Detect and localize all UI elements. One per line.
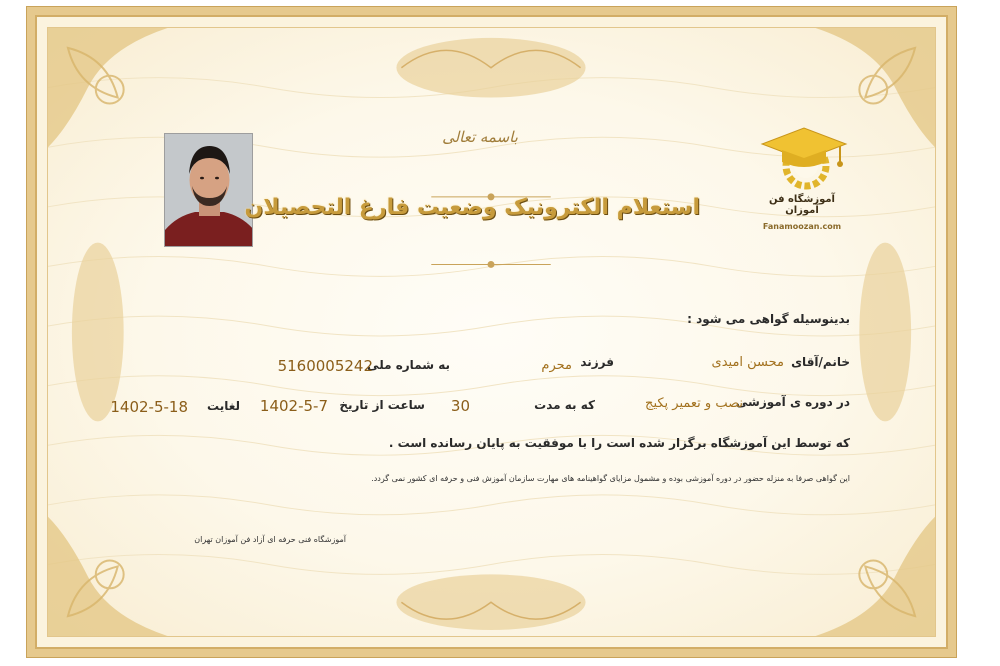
disclaimer-text: این گواهی صرفا به منزله حضور در دوره آموزشی بوده و مشمول مزایای گواهینامه های مهارت سازمان آموزش فنی و حرفه ای کشور نمی گردد.: [371, 474, 850, 483]
until-label: لغایت: [207, 399, 240, 413]
hours-from-label: ساعت از تاریخ: [339, 398, 425, 412]
person-label: خانم/آقای: [791, 355, 850, 369]
father-name: محرم: [541, 358, 572, 373]
course-label: در دوره ی آموزشی: [735, 395, 850, 409]
intro-text: بدینوسیله گواهی می شود :: [687, 312, 850, 326]
end-date: 1402-5-18: [110, 398, 188, 416]
national-id-label: به شماره ملی: [367, 358, 450, 372]
basmala: باسمه تعالی: [442, 128, 518, 146]
certificate-paper: [47, 27, 936, 637]
national-id: 5160005242: [277, 357, 373, 375]
corner-ornaments: [48, 28, 935, 636]
duration-label: که به مدت: [534, 398, 595, 412]
start-date: 1402-5-7: [259, 397, 328, 415]
child-of-label: فرزند: [580, 355, 614, 369]
certificate-title: استعلام الکترونیک وضعیت فارغ التحصیلان: [244, 195, 700, 220]
graduate-photo: [164, 133, 253, 247]
institute-website[interactable]: Fanamoozan.com: [762, 222, 842, 231]
course-name: نصب و تعمیر پکیج: [645, 396, 743, 411]
certificate-frame: [26, 6, 957, 658]
certificate-border: [35, 15, 948, 649]
duration-hours: 30: [450, 397, 470, 415]
institute-logo: [756, 122, 848, 234]
person-portrait: [165, 134, 253, 247]
institute-name: آموزشگاه فن آموزان: [769, 194, 835, 216]
person-name: محسن امیدی: [711, 355, 784, 370]
guilloche-background: [48, 28, 935, 636]
completion-text: که توسط این آموزشگاه برگزار شده است را با موفقیت به پایان رسانده است .: [388, 436, 850, 450]
graduation-cap-gear-icon: [756, 122, 848, 194]
issuer-name: آموزشگاه فنی حرفه ای آزاد فن آموزان تهران: [194, 535, 346, 544]
